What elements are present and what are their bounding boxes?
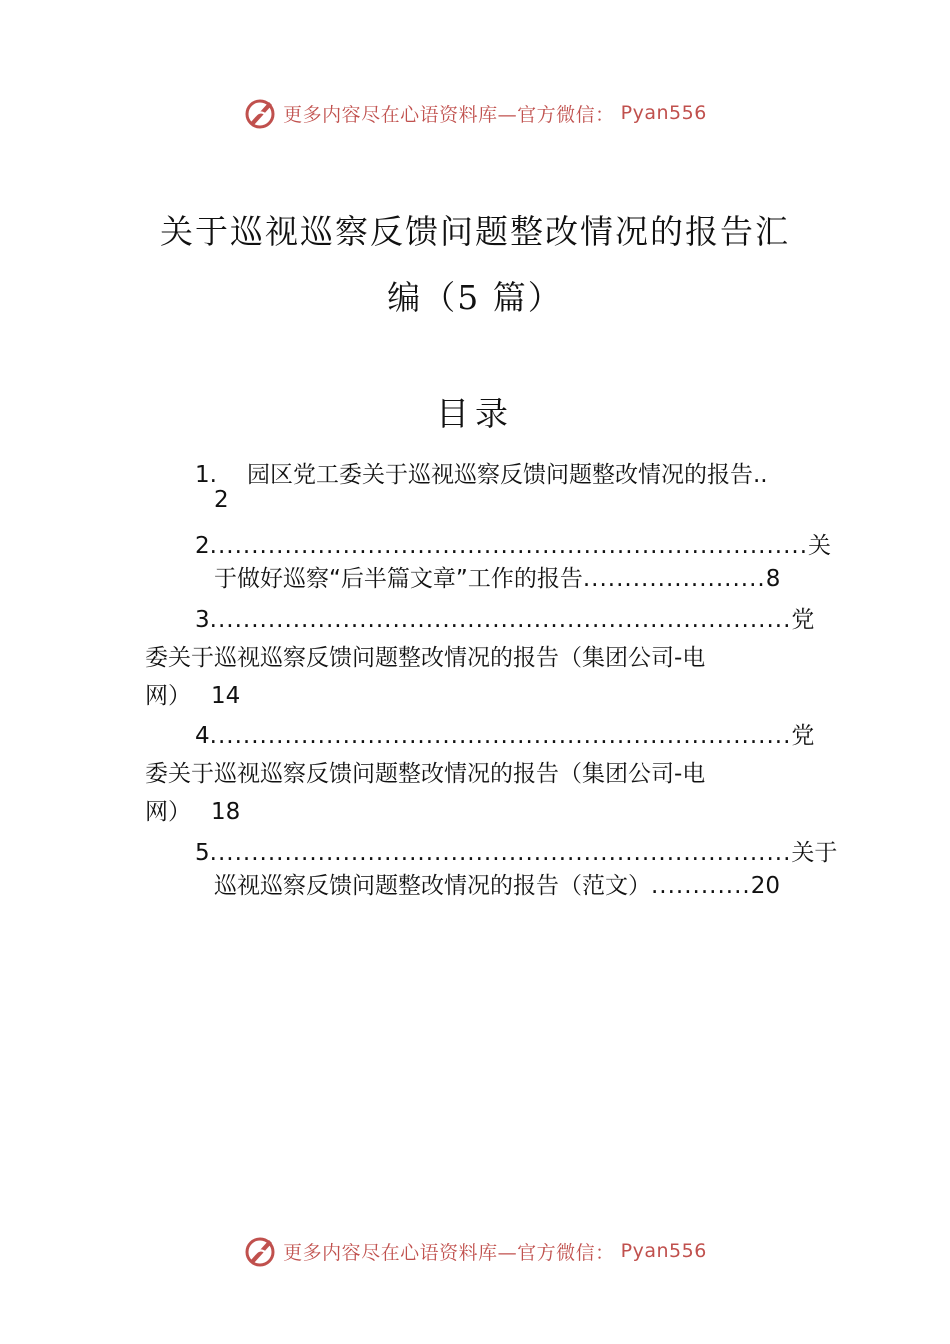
toc-entry-2-leader-dots: ........................................................................ <box>209 533 809 559</box>
toc-entry-5-lead: 关于 <box>791 840 838 866</box>
toc-entry-5-title: 巡视巡察反馈问题整改情况的报告（范文） <box>214 873 651 899</box>
toc-entry-3-title[interactable]: 委关于巡视巡察反馈问题整改情况的报告（集团公司-电 <box>145 645 706 671</box>
toc-entry-4-line3[interactable] <box>145 793 240 826</box>
watermark-wechat-id: Pyan556 <box>620 102 707 124</box>
toc-entry-2-dots: ...................... <box>582 566 766 592</box>
watermark-wechat-id: Pyan556 <box>620 1240 707 1262</box>
toc-entry-5-line1[interactable] <box>195 834 837 867</box>
document-title-line2: 编（5 篇） <box>387 278 563 317</box>
pen-seal-logo-icon <box>243 96 277 130</box>
toc-entry-5-number: 5 <box>195 840 210 866</box>
toc-entry-5-line2[interactable] <box>214 867 780 900</box>
toc-entry-5-dots: ............ <box>651 873 751 899</box>
toc-entry-4-title[interactable]: 委关于巡视巡察反馈问题整改情况的报告（集团公司-电 <box>145 761 706 787</box>
toc-entry-1-title: 园区党工委关于巡视巡察反馈问题整改情况的报告.. <box>246 462 768 488</box>
toc-entry-4-title-end: 网） <box>145 799 191 825</box>
toc-entry-3-line3[interactable] <box>145 677 240 710</box>
toc-entry-3-number: 3 <box>195 607 210 633</box>
toc-entry-2-number: 2 <box>195 533 210 559</box>
toc-entry-4-number: 4 <box>195 723 210 749</box>
toc-entry-1-page[interactable]: 2 <box>214 487 229 513</box>
toc-entry-5-page: 20 <box>750 873 781 899</box>
toc-entry-2-line2[interactable] <box>214 560 780 593</box>
toc-entry-4-page: 18 <box>211 799 241 825</box>
toc-entry-3-lead: 党 <box>791 607 815 633</box>
footer-watermark <box>0 1234 950 1268</box>
toc-entry-2-page: 8 <box>765 566 781 592</box>
toc-entry-2-lead: 关 <box>808 533 832 559</box>
header-watermark <box>0 96 950 130</box>
toc-heading: 目录 <box>436 394 514 433</box>
toc-entry-5-leader-dots: ...................................................................... <box>209 840 792 866</box>
toc-entry-2-line1[interactable] <box>195 527 831 560</box>
pen-seal-logo-icon <box>243 1234 277 1268</box>
toc-entry-3-line1[interactable] <box>195 601 814 634</box>
toc-entry-1-line1[interactable] <box>195 456 768 489</box>
toc-entry-3-title-end: 网） <box>145 683 191 709</box>
toc-entry-2-title: 于做好巡察“后半篇文章”工作的报告 <box>214 566 583 592</box>
watermark-text: 更多内容尽在心语资料库—官方微信： <box>283 103 615 126</box>
toc-entry-3-page: 14 <box>211 683 241 709</box>
document-title-line1: 关于巡视巡察反馈问题整改情况的报告汇 <box>160 212 790 251</box>
watermark-text: 更多内容尽在心语资料库—官方微信： <box>283 1241 615 1264</box>
toc-entry-3-leader-dots: ...................................................................... <box>209 607 792 633</box>
toc-entry-4-leader-dots: ...................................................................... <box>209 723 792 749</box>
toc-entry-4-lead: 党 <box>791 723 815 749</box>
toc-entry-4-line1[interactable] <box>195 717 814 750</box>
toc-entry-1-number: 1. <box>195 462 217 488</box>
